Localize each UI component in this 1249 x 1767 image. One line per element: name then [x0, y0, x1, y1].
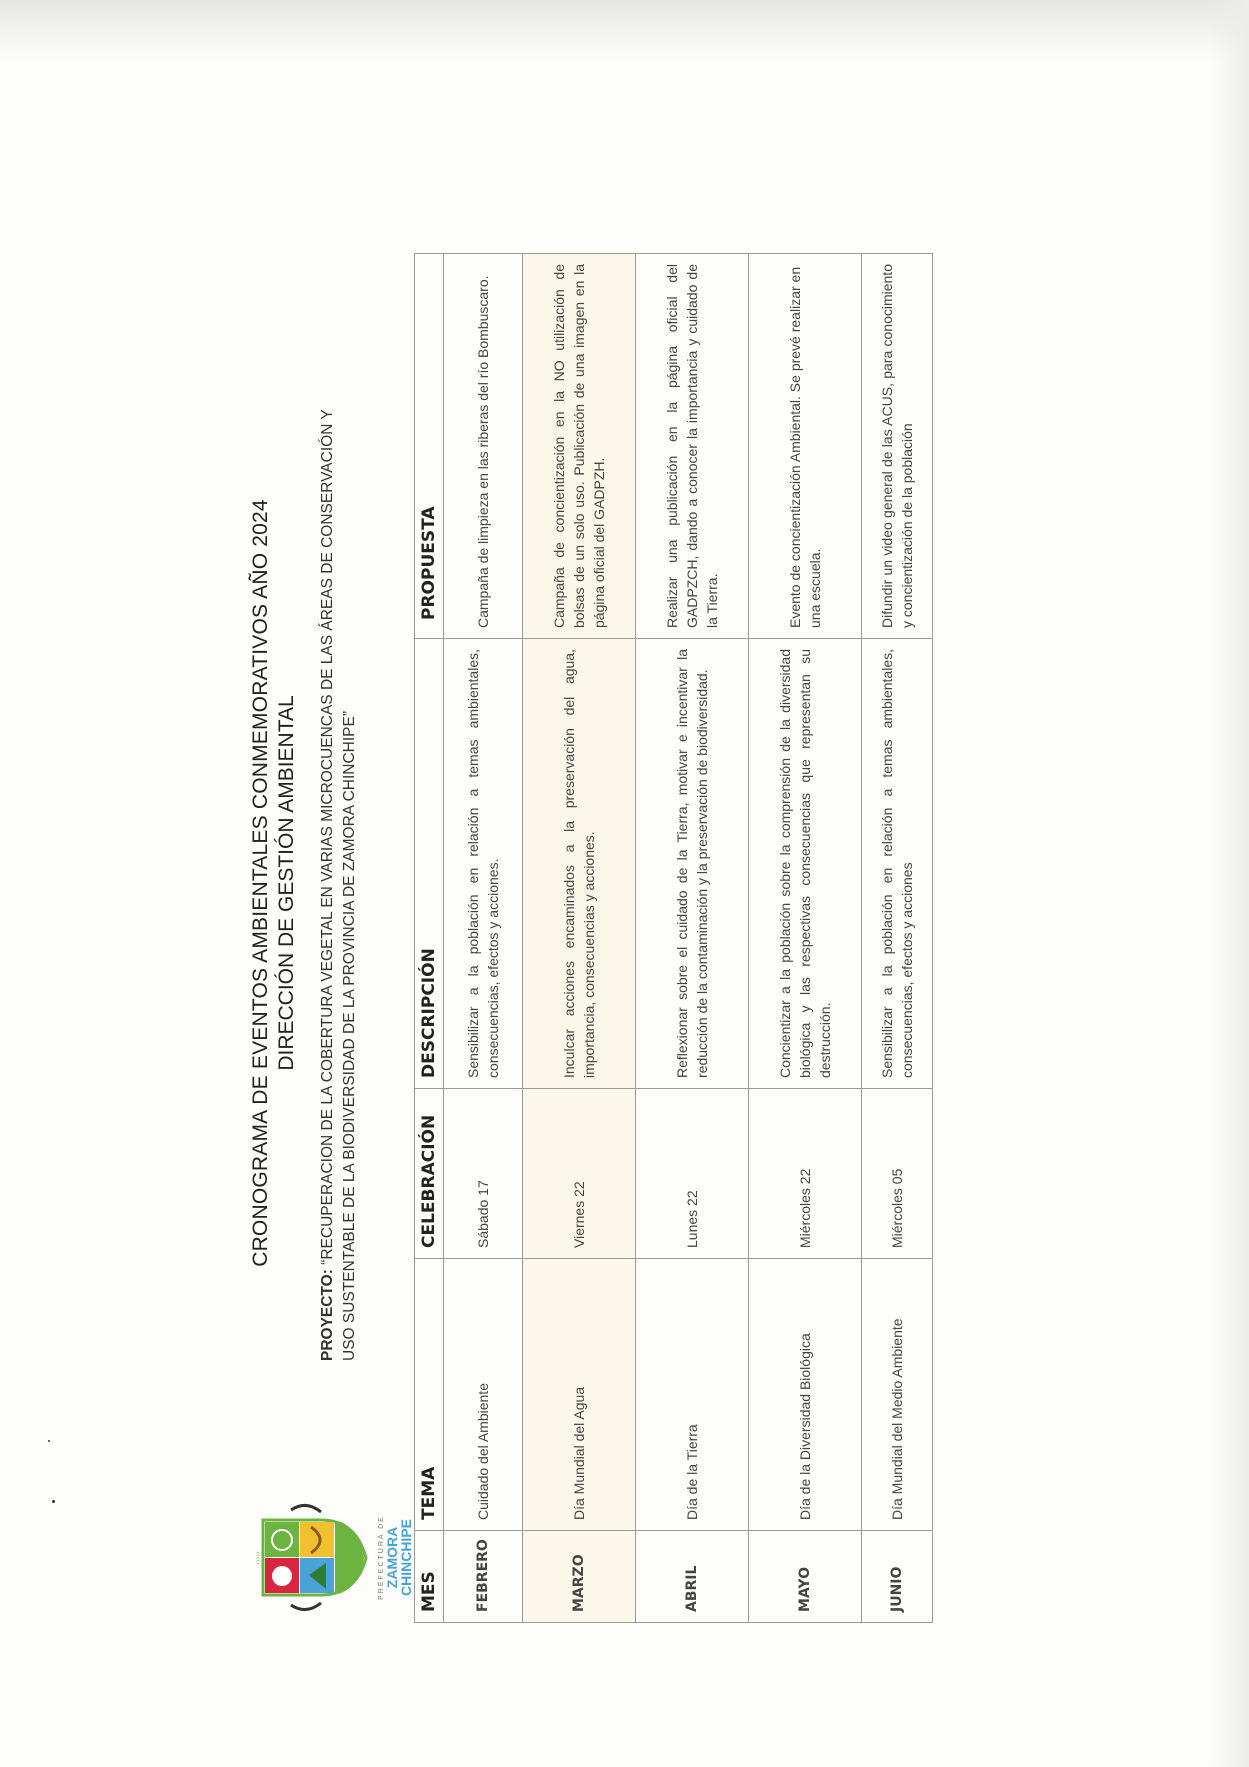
- cell-mes: ABRIL: [636, 1531, 749, 1623]
- scan-top-shadow: [0, 0, 1249, 60]
- document-subtitle: DIRECCIÓN DE GESTIÓN AMBIENTAL: [275, 695, 298, 1071]
- cell-descripcion: Reflexionar sobre el cuidado de la Tierra, motivar e incentivar la reducción de la contaminación y la preservación de biodiversidad.: [636, 639, 749, 1089]
- cell-celebracion: Miércoles 22: [749, 1089, 862, 1259]
- scan-speck: [48, 1440, 50, 1442]
- cell-mes: FEBRERO: [444, 1531, 523, 1623]
- cell-tema: Día de la Diversidad Biológica: [749, 1259, 862, 1531]
- header-celebracion: CELEBRACIÓN: [419, 1114, 439, 1248]
- cell-propuesta: Difundir un video general de las ACUS, para conocimiento y concientización de la población: [862, 254, 933, 639]
- table-row: [862, 254, 933, 1623]
- project-label: PROYECTO:: [319, 1269, 336, 1361]
- schedule-table: [414, 253, 933, 1623]
- cell-celebracion: Lunes 22: [636, 1089, 749, 1259]
- header-cell-celebracion: [415, 1089, 444, 1259]
- cell-propuesta: Campaña de concientización en la NO utilización de bolsas de un solo uso. Publicación de una imagen en la página oficial del GADPZH.: [523, 254, 636, 639]
- cell-descripcion: Sensibilizar a la población en relación a temas ambientales, consecuencias, efectos y acciones: [862, 639, 933, 1089]
- logo-name-line1: ZAMORA: [384, 1526, 400, 1589]
- table-header-row: [415, 254, 444, 1623]
- table-row: [523, 254, 636, 1623]
- cell-celebracion: Miércoles 05: [862, 1089, 933, 1259]
- title-block: [241, 373, 299, 1393]
- table-row: [444, 254, 523, 1623]
- header-tema: TEMA: [419, 1466, 439, 1520]
- prefectura-crest-icon: [251, 1500, 371, 1615]
- header-cell-propuesta: [415, 254, 444, 639]
- prefectura-logo: [251, 1500, 414, 1615]
- cell-descripcion: Inculcar acciones encaminados a la preservación del agua, importancia, consecuencias y acciones.: [523, 639, 636, 1089]
- header-descripcion: DESCRIPCIÓN: [419, 948, 439, 1078]
- cell-celebracion: Viernes 22: [523, 1089, 636, 1259]
- header-cell-tema: [415, 1259, 444, 1531]
- cell-celebracion: Sábado 17: [444, 1089, 523, 1259]
- cell-mes: MAYO: [749, 1531, 862, 1623]
- cell-propuesta: Realizar una publicación en la página oficial del GADPZCH, dando a conocer la importancia y cuidado de la Tierra.: [636, 254, 749, 639]
- cell-mes: JUNIO: [862, 1531, 933, 1623]
- cell-tema: Cuidado del Ambiente: [444, 1259, 523, 1531]
- header-mes: MES: [419, 1571, 439, 1612]
- scan-right-edge: [1209, 0, 1249, 1767]
- table-row: [749, 254, 862, 1623]
- document-header: [231, 254, 416, 1623]
- cell-tema: Día Mundial del Agua: [523, 1259, 636, 1531]
- rotated-document-page: [231, 254, 1051, 1623]
- table-row: [636, 254, 749, 1623]
- project-text: “RECUPERACION DE LA COBERTURA VEGETAL EN VARIAS MICROCUENCAS DE LAS ÁREAS DE CONSERVACIÓN Y USO SUSTENTABLE DE LA BIODIVERSIDAD DE LA PROVINCIA DE ZAMORA CHINCHIPE”: [319, 409, 358, 1361]
- cell-propuesta: Campaña de limpieza en las riberas del río Bombuscaro.: [444, 254, 523, 639]
- cell-tema: Día de la Tierra: [636, 1259, 749, 1531]
- logo-small-text: PREFECTURA DE: [378, 1515, 385, 1600]
- header-propuesta: PROPUESTA: [419, 506, 439, 620]
- cell-tema: Día Mundial del Medio Ambiente: [862, 1259, 933, 1531]
- cell-propuesta: Evento de concientización Ambiental. Se prevé realizar en una escuela.: [749, 254, 862, 639]
- scan-speck: [52, 1500, 55, 1503]
- cell-descripcion: Sensibilizar a la población en relación a temas ambientales, consecuencias, efectos y acciones.: [444, 639, 523, 1089]
- document-title: CRONOGRAMA DE EVENTOS AMBIENTALES CONMEMORATIVOS AÑO 2024: [249, 499, 272, 1267]
- logo-name-line2: CHINCHIPE: [398, 1519, 414, 1597]
- project-description: [317, 381, 361, 1361]
- cell-mes: MARZO: [523, 1531, 636, 1623]
- cell-descripcion: Concientizar a la población sobre la comprensión de la diversidad biológica y las respectivas consecuencias que representan su destrucción.: [749, 639, 862, 1089]
- header-cell-mes: [415, 1531, 444, 1623]
- header-cell-descripcion: [415, 639, 444, 1089]
- svg-text:›››››: ›››››: [254, 1551, 262, 1565]
